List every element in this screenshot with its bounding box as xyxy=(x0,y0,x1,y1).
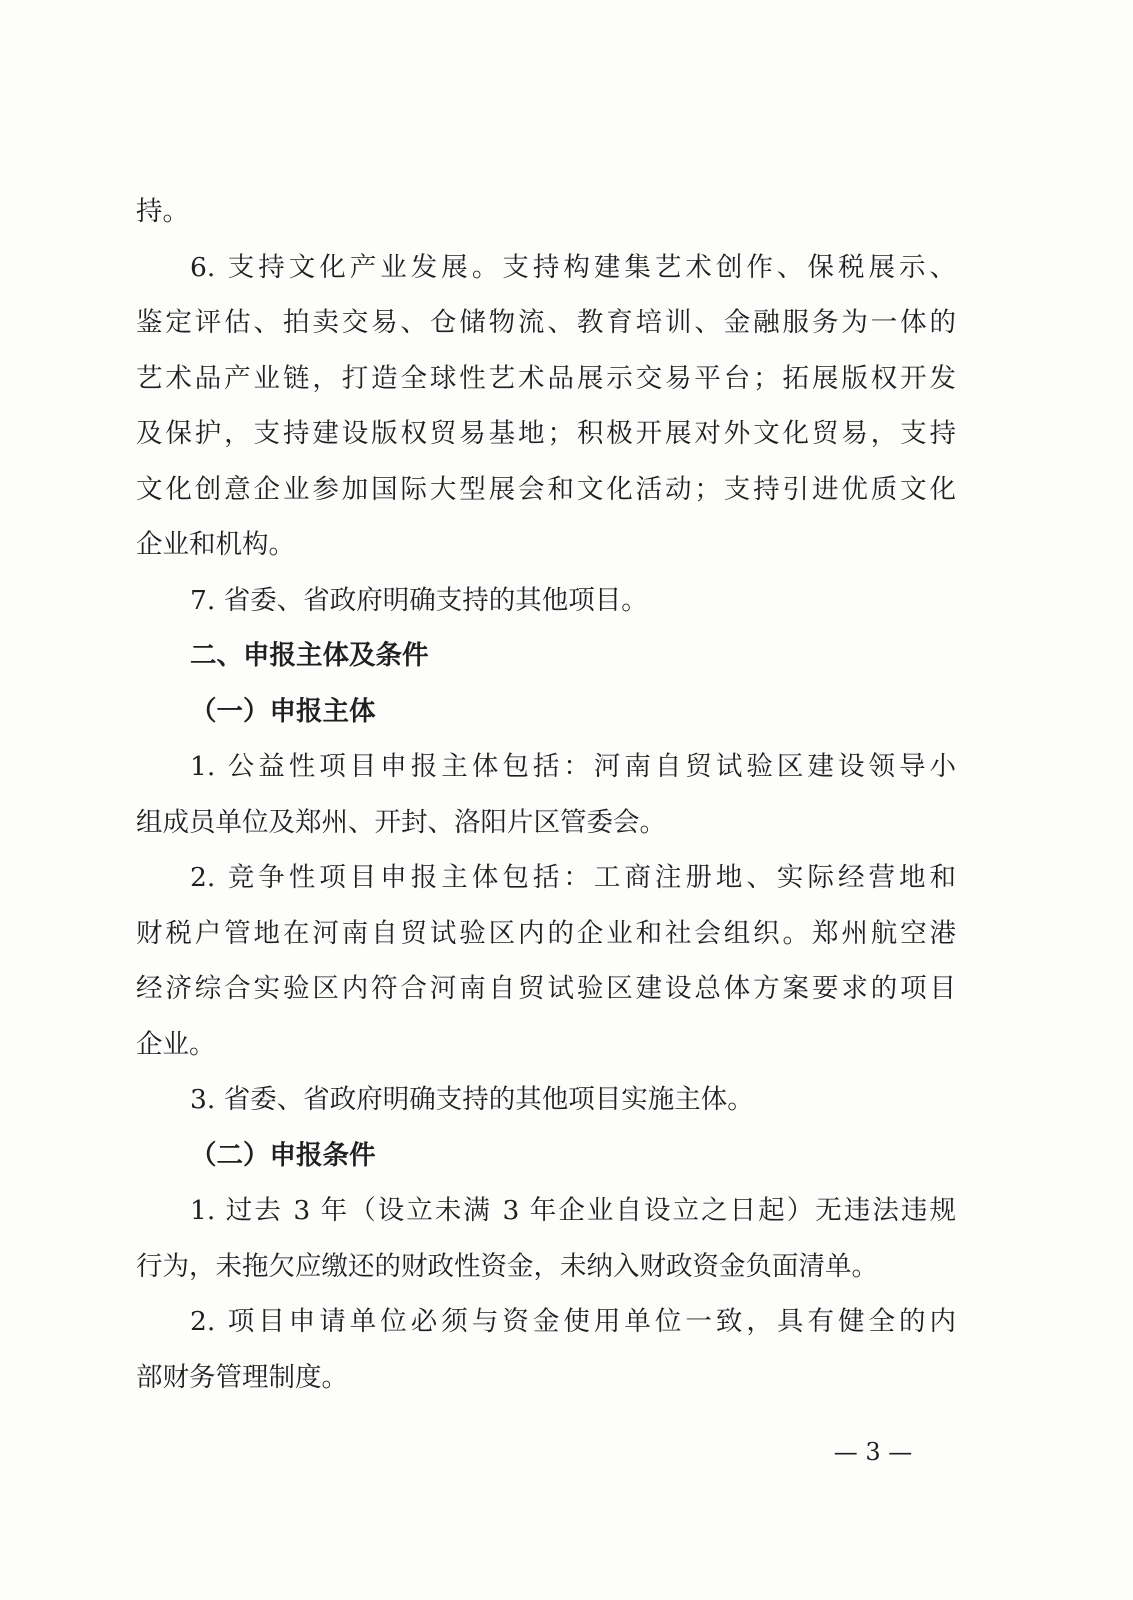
text-line: 部财务管理制度。 xyxy=(136,1362,348,1393)
text-line: 经济综合实验区内符合河南自贸试验区建设总体方案要求的项目 xyxy=(136,973,956,1004)
text-line: 7. 省委、省政府明确支持的其他项目。 xyxy=(190,585,648,616)
text-line: 企业。 xyxy=(136,1029,216,1060)
text-line: 鉴定评估、拍卖交易、仓储物流、教育培训、金融服务为一体的 xyxy=(136,307,956,338)
text-line: 3. 省委、省政府明确支持的其他项目实施主体。 xyxy=(190,1084,754,1115)
text-line: 2. 项目申请单位必须与资金使用单位一致，具有健全的内 xyxy=(190,1306,956,1337)
text-line: 1. 过去 3 年（设立未满 3 年企业自设立之日起）无违法违规 xyxy=(190,1195,956,1226)
section-heading: 二、申报主体及条件 xyxy=(190,640,429,671)
text-line: 2. 竞争性项目申报主体包括：工商注册地、实际经营地和 xyxy=(190,862,956,893)
text-line: 财税户管地在河南自贸试验区内的企业和社会组织。郑州航空港 xyxy=(136,918,956,949)
text-line: 组成员单位及郑州、开封、洛阳片区管委会。 xyxy=(136,807,666,838)
text-line: 1. 公益性项目申报主体包括：河南自贸试验区建设领导小 xyxy=(190,751,956,782)
text-line: 6. 支持文化产业发展。支持构建集艺术创作、保税展示、 xyxy=(190,252,956,283)
subsection-heading: （一）申报主体 xyxy=(190,696,376,727)
text-line: 及保护，支持建设版权贸易基地；积极开展对外文化贸易，支持 xyxy=(136,418,956,449)
text-line: 行为，未拖欠应缴还的财政性资金，未纳入财政资金负面清单。 xyxy=(136,1251,878,1282)
text-line: 文化创意企业参加国际大型展会和文化活动；支持引进优质文化 xyxy=(136,474,956,505)
text-line: 企业和机构。 xyxy=(136,529,295,560)
subsection-heading: （二）申报条件 xyxy=(190,1140,376,1171)
text-line: 持。 xyxy=(136,196,189,227)
page-number: — 3 — xyxy=(833,1438,913,1466)
text-line: 艺术品产业链，打造全球性艺术品展示交易平台；拓展版权开发 xyxy=(136,363,956,394)
